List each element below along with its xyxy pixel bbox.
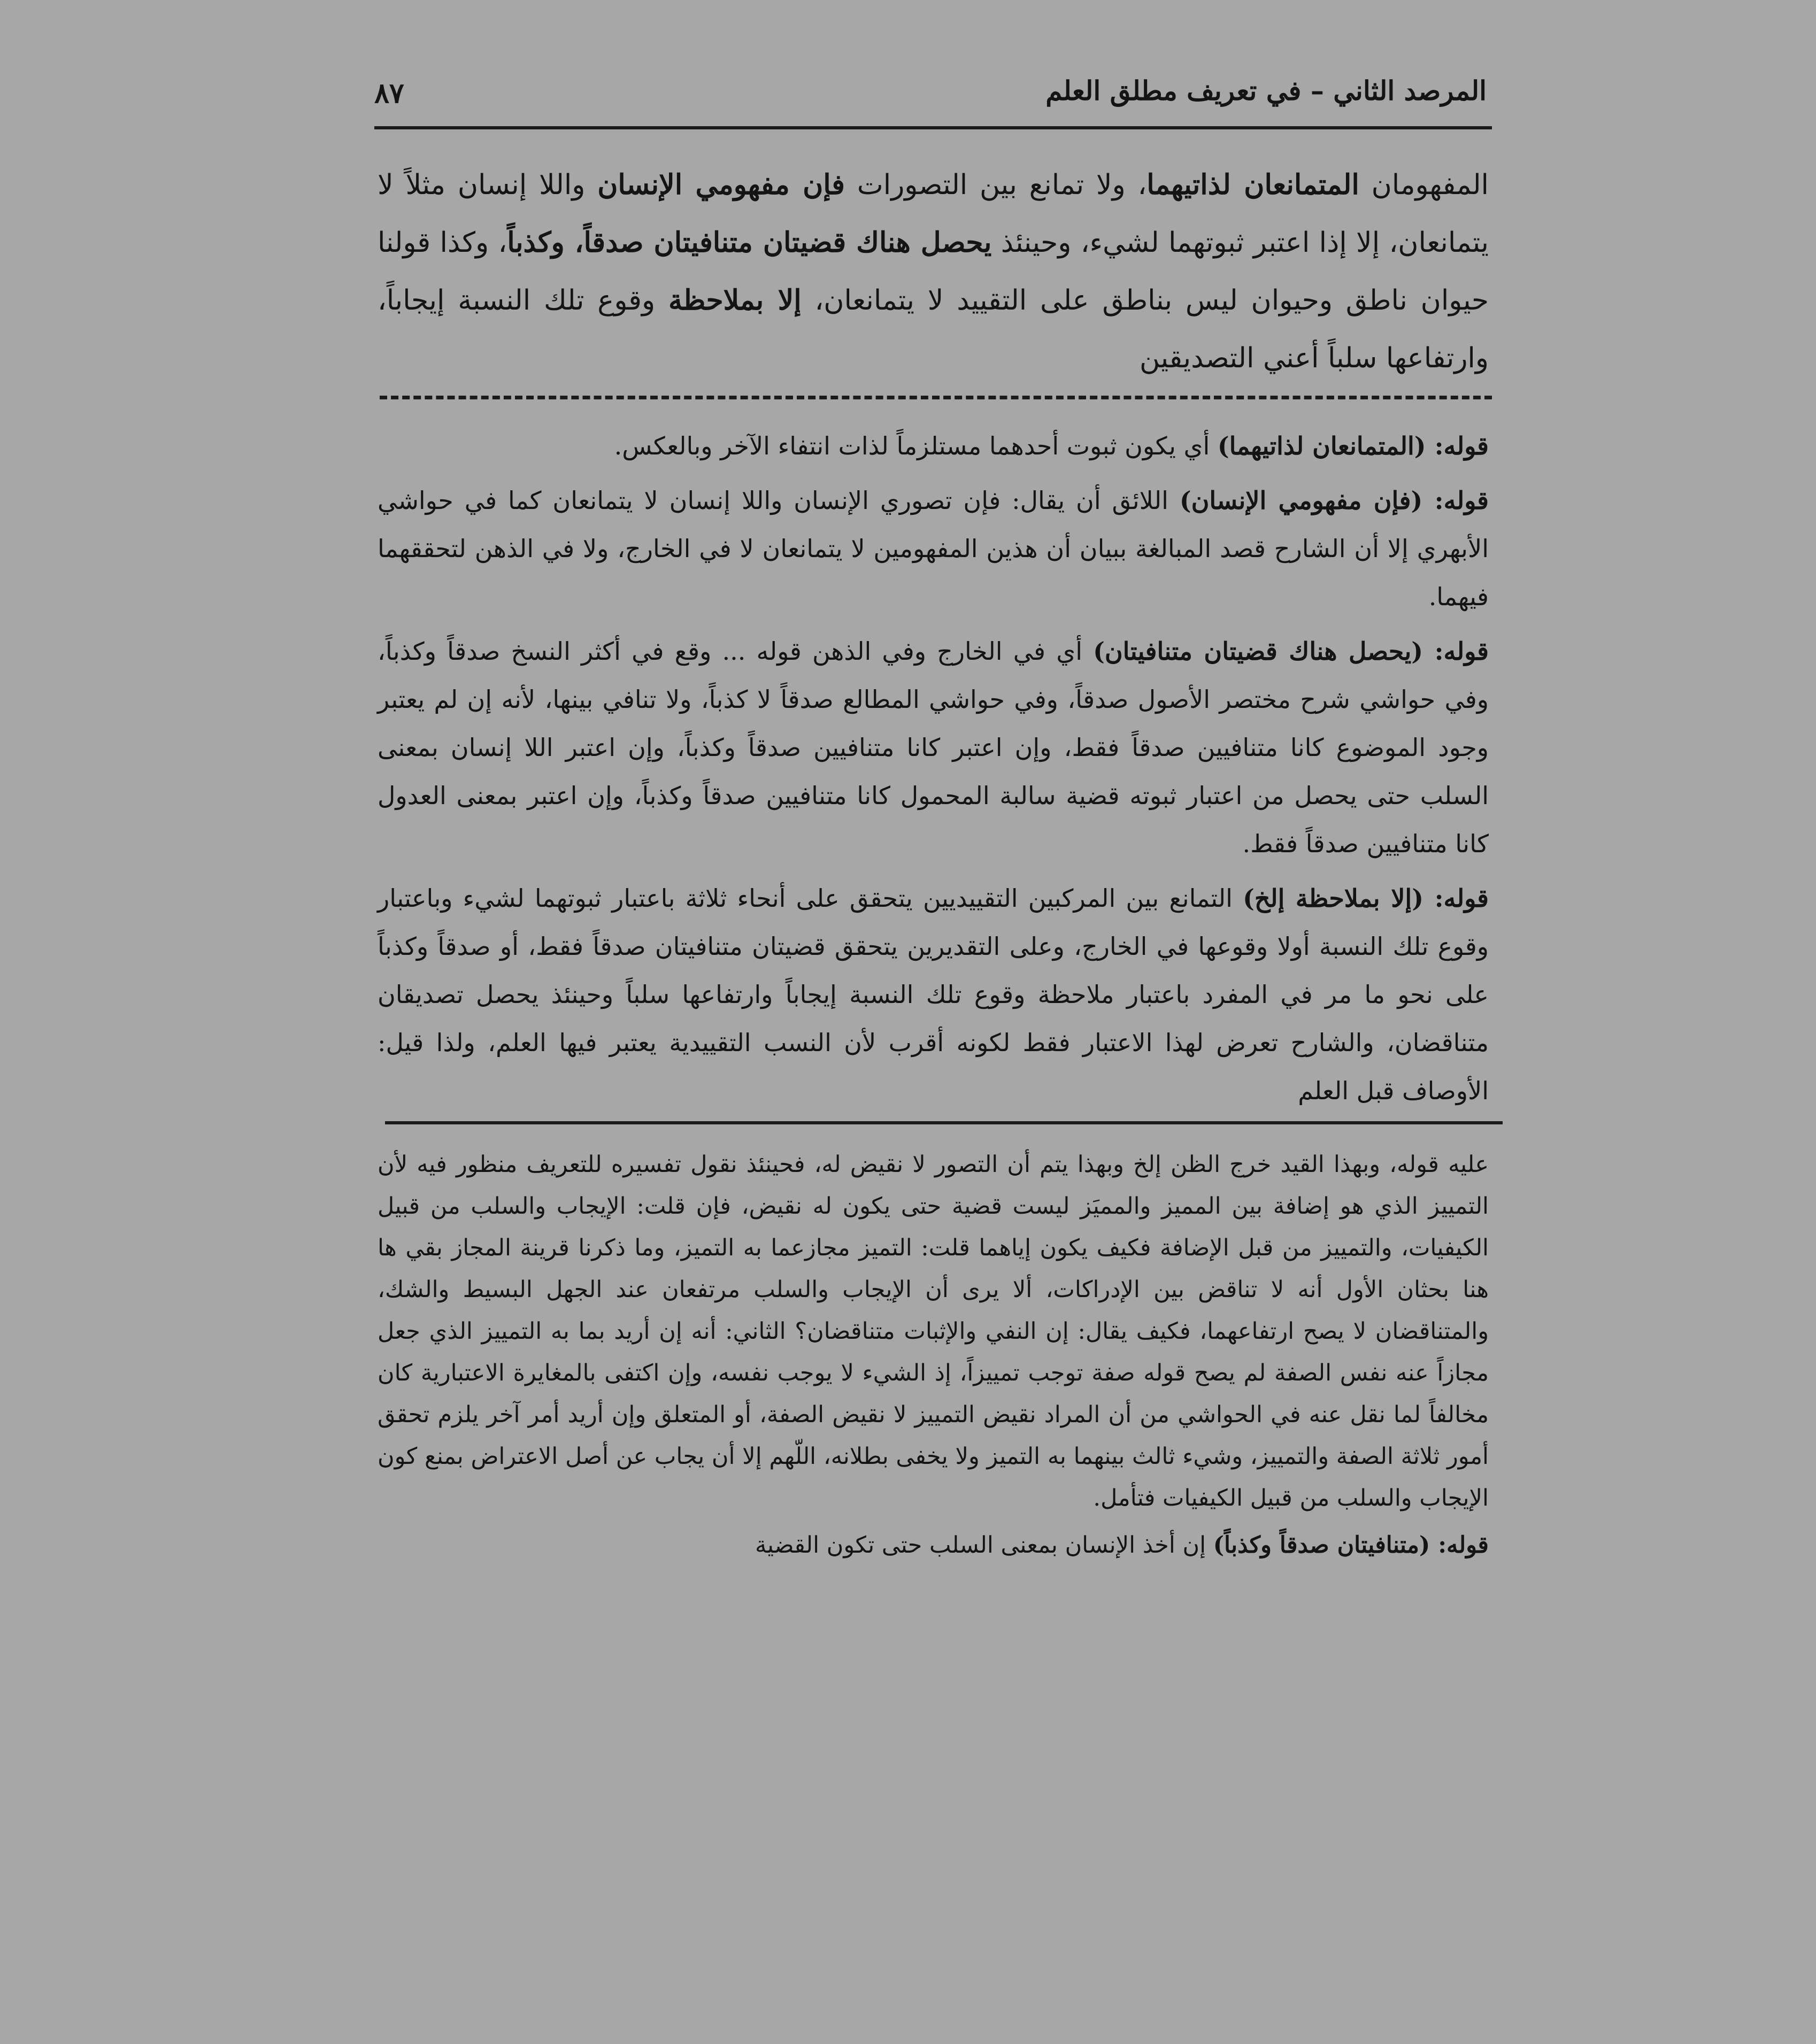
solid-divider	[385, 1121, 1503, 1124]
commentary-paragraph	[378, 874, 1489, 1115]
main-text-segment-bold: فإن مفهومي الإنسان	[597, 168, 845, 201]
main-text-segment: وقوع تلك النسبة إيجاباً، وارتفاعها سلباً أعني التصديقين	[378, 284, 1489, 374]
commentary-prefix: قوله:	[1423, 884, 1489, 913]
footnote-text: إن أخذ الإنسان بمعنى السلب حتى تكون القضية	[755, 1532, 1213, 1559]
book-page	[374, 75, 1492, 2000]
commentary-lead: (فإن مفهومي الإنسان)	[1179, 486, 1423, 515]
commentary-text: أي في الخارج وفي الذهن قوله ... وقع في أكثر النسخ صدقاً وكذباً، وفي حواشي شرح مختصر الأصول صدقاً، وفي حواشي المطالع صدقاً لا كذباً، ولا تنافي بينها، لأنه إن لم يعتبر وجود الموضوع كانا متنافيين صدقاً فقط، وإن اعتبر كانا متنافيين صدقاً وكذباً، وإن اعتبر اللا إنسان بمعنى السلب حتى يحصل من اعتبار ثبوته قضية سالبة المحمول كانا متنافيين صدقاً وكذباً، وإن اعتبر بمعنى العدول كانا متنافيين صدقاً فقط.	[378, 637, 1489, 858]
commentary-lead: (يحصل هناك قضيتان متنافيتان)	[1093, 637, 1423, 666]
commentary-prefix: قوله:	[1422, 486, 1489, 515]
page-number: ٨٧	[374, 77, 404, 110]
commentary-paragraph	[378, 476, 1489, 621]
main-text-segment: واللا إنسان مثلاً لا يتمانعان، إلا إذا اعتبر ثبوتهما لشيء، وحينئذ	[378, 169, 1489, 259]
footnote-last-paragraph	[378, 1524, 1489, 1566]
commentary-paragraph	[378, 627, 1489, 868]
running-title: المرصد الثاني – في تعريف مطلق العلم	[1045, 75, 1487, 106]
commentary-lead: (إلا بملاحظة إلخ)	[1243, 884, 1423, 913]
footnote-lead: (متنافيتان صدقاً وكذباً)	[1213, 1532, 1430, 1559]
main-text-segment: المفهومان	[1359, 169, 1489, 201]
main-text-segment-bold: المتمانعان لذاتيهما	[1146, 168, 1359, 201]
dashed-divider	[380, 396, 1492, 399]
main-text-segment-bold: إلا بملاحظة	[668, 284, 802, 317]
commentary-text: أي يكون ثبوت أحدهما مستلزماً لذات انتفاء الآخر وبالعكس.	[614, 431, 1218, 460]
commentary-section	[374, 422, 1492, 1115]
main-text-segment: ، وكذا قولنا حيوان ناطق وحيوان ليس بناطق على التقييد لا يتمانعان،	[378, 227, 1489, 317]
commentary-text: اللائق أن يقال: فإن تصوري الإنسان واللا إنسان لا يتمانعان كما في حواشي الأبهري إلا أن الشارح قصد المبالغة ببيان أن هذين المفهومين لا يتمانعان لا في الخارج، ولا في الذهن لتحققهما فيهما.	[378, 486, 1489, 611]
footnote-paragraph: عليه قوله، وبهذا القيد خرج الظن إلخ وبهذا يتم أن التصور لا نقيض له، فحينئذ نقول تفسيره للتعريف منظور فيه لأن التمييز الذي هو إضافة بين المميز والمميَز ليست قضية حتى يكون له نقيض، فإن قلت: الإيجاب والسلب من قبيل الكيفيات، والتمييز من قبل الإضافة فكيف يكون إياهما قلت: التميز مجازعما به التميز، وما ذكرنا قرينة المجاز بقي ها هنا بحثان الأول أنه لا تناقض بين الإدراكات، ألا يرى أن الإيجاب والسلب مرتفعان عند الجهل البسيط والشك، والمتناقضان لا يصح ارتفاعهما، فكيف يقال: إن النفي والإثبات متناقضان؟ الثاني: أنه إن أريد بما به التمييز الذي جعل مجازاً عنه نفس الصفة لم يصح قوله صفة توجب تمييزاً، إذ الشيء لا يوجب نفسه، وإن اكتفى بالمغايرة الاعتبارية كان مخالفاً لما نقل عنه في الحواشي من أن المراد نقيض التمييز لا نقيض الصفة، أو المتعلق وإن أريد أمر آخر يلزم تحقق أمور ثلاثة الصفة والتمييز، وشيء ثالث بينهما به التميز ولا يخفى بطلانه، اللّهم إلا أن يجاب عن أصل الاعتراض بمنع كون الإيجاب والسلب من قبيل الكيفيات فتأمل.	[378, 1151, 1489, 1511]
main-text-segment: ، ولا تمانع بين التصورات	[845, 169, 1147, 201]
commentary-prefix: قوله:	[1426, 431, 1489, 460]
commentary-text: التمانع بين المركبين التقييديين يتحقق على أنحاء ثلاثة باعتبار ثبوتهما لشيء وباعتبار وقوع تلك النسبة أولا وقوعها في الخارج، وعلى التقديرين يتحقق قضيتان متنافيتان صدقاً فقط، أو صدقاً وكذباً على نحو ما مر في المفرد باعتبار ملاحظة وقوع تلك النسبة إيجاباً وارتفاعها سلباً وحينئذ يحصل تصديقان متناقضان، والشارح تعرض لهذا الاعتبار فقط لكونه أقرب لأن النسب التقييدية يعتبر فيها العلم، ولذا قيل: الأوصاف قبل العلم	[378, 884, 1489, 1105]
main-text-segment-bold: يحصل هناك قضيتان متنافيتان صدقاً، وكذباً	[507, 226, 992, 259]
footnote-section	[374, 1144, 1492, 1566]
commentary-paragraph	[378, 422, 1489, 470]
main-text	[374, 156, 1492, 387]
page-header	[374, 75, 1492, 129]
commentary-lead: (المتمانعان لذاتيهما)	[1217, 431, 1426, 460]
footnote-prefix: قوله:	[1430, 1532, 1489, 1559]
commentary-prefix: قوله:	[1423, 637, 1489, 666]
